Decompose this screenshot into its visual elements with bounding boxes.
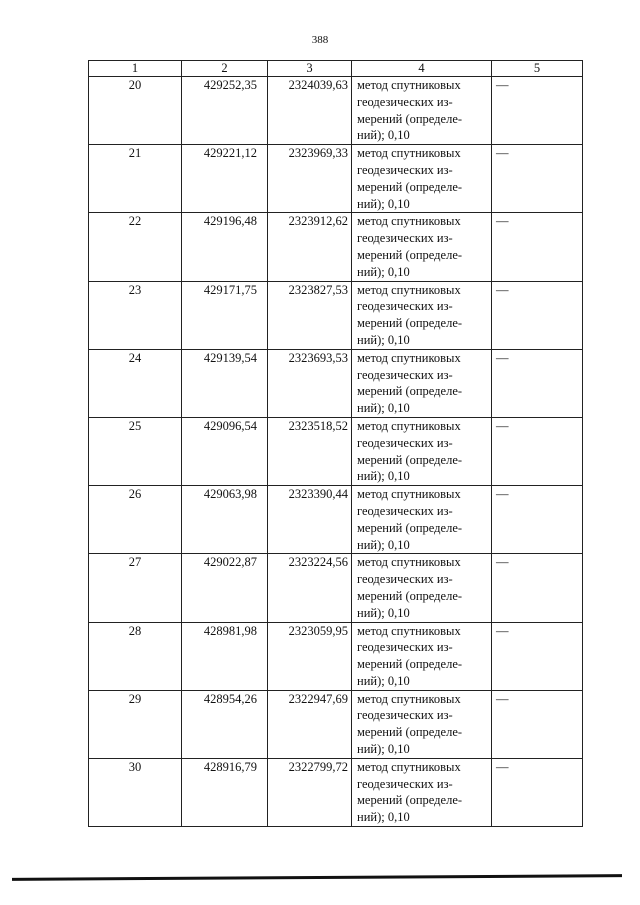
note-cell: — [492, 145, 583, 213]
point-number-cell: 22 [89, 213, 182, 281]
note-cell: — [492, 213, 583, 281]
table-header-row [89, 61, 583, 77]
y-coordinate-cell: 2323224,56 [268, 554, 352, 622]
point-number-cell: 28 [89, 622, 182, 690]
point-number-cell: 23 [89, 281, 182, 349]
note-cell: — [492, 622, 583, 690]
coordinates-table [88, 60, 583, 827]
table-row [89, 417, 583, 485]
note-cell: — [492, 758, 583, 826]
table-row [89, 281, 583, 349]
table-row [89, 145, 583, 213]
point-number-cell: 25 [89, 417, 182, 485]
x-coordinate-cell: 428981,98 [182, 622, 268, 690]
method-cell: метод спутниковых геодезических из-мерений (определе-ний); 0,10 [352, 349, 492, 417]
y-coordinate-cell: 2323390,44 [268, 486, 352, 554]
column-header-5: 5 [492, 61, 583, 77]
method-cell: метод спутниковых геодезических из-мерений (определе-ний); 0,10 [352, 417, 492, 485]
point-number-cell: 24 [89, 349, 182, 417]
x-coordinate-cell: 429171,75 [182, 281, 268, 349]
method-cell: метод спутниковых геодезических из-мерений (определе-ний); 0,10 [352, 281, 492, 349]
table-row [89, 690, 583, 758]
method-cell: метод спутниковых геодезических из-мерений (определе-ний); 0,10 [352, 77, 492, 145]
method-cell: метод спутниковых геодезических из-мерений (определе-ний); 0,10 [352, 690, 492, 758]
y-coordinate-cell: 2323827,53 [268, 281, 352, 349]
table-row [89, 213, 583, 281]
y-coordinate-cell: 2323059,95 [268, 622, 352, 690]
note-cell: — [492, 77, 583, 145]
note-cell: — [492, 486, 583, 554]
y-coordinate-cell: 2323912,62 [268, 213, 352, 281]
scan-edge-line [12, 874, 622, 881]
x-coordinate-cell: 429252,35 [182, 77, 268, 145]
table-row [89, 77, 583, 145]
table-row [89, 622, 583, 690]
page-number: 388 [311, 34, 329, 46]
x-coordinate-cell: 429096,54 [182, 417, 268, 485]
y-coordinate-cell: 2322947,69 [268, 690, 352, 758]
x-coordinate-cell: 429139,54 [182, 349, 268, 417]
column-header-3: 3 [268, 61, 352, 77]
note-cell: — [492, 554, 583, 622]
note-cell: — [492, 417, 583, 485]
table-row [89, 554, 583, 622]
x-coordinate-cell: 429196,48 [182, 213, 268, 281]
column-header-1: 1 [89, 61, 182, 77]
method-cell: метод спутниковых геодезических из-мерений (определе-ний); 0,10 [352, 758, 492, 826]
note-cell: — [492, 349, 583, 417]
point-number-cell: 29 [89, 690, 182, 758]
point-number-cell: 26 [89, 486, 182, 554]
method-cell: метод спутниковых геодезических из-мерений (определе-ний); 0,10 [352, 622, 492, 690]
note-cell: — [492, 281, 583, 349]
column-header-4: 4 [352, 61, 492, 77]
y-coordinate-cell: 2323969,33 [268, 145, 352, 213]
x-coordinate-cell: 428916,79 [182, 758, 268, 826]
column-header-2: 2 [182, 61, 268, 77]
method-cell: метод спутниковых геодезических из-мерений (определе-ний); 0,10 [352, 213, 492, 281]
y-coordinate-cell: 2323518,52 [268, 417, 352, 485]
x-coordinate-cell: 429022,87 [182, 554, 268, 622]
table-row [89, 486, 583, 554]
point-number-cell: 20 [89, 77, 182, 145]
table-row [89, 758, 583, 826]
method-cell: метод спутниковых геодезических из-мерений (определе-ний); 0,10 [352, 486, 492, 554]
x-coordinate-cell: 428954,26 [182, 690, 268, 758]
table-row [89, 349, 583, 417]
x-coordinate-cell: 429063,98 [182, 486, 268, 554]
note-cell: — [492, 690, 583, 758]
method-cell: метод спутниковых геодезических из-мерений (определе-ний); 0,10 [352, 554, 492, 622]
method-cell: метод спутниковых геодезических из-мерений (определе-ний); 0,10 [352, 145, 492, 213]
point-number-cell: 21 [89, 145, 182, 213]
point-number-cell: 30 [89, 758, 182, 826]
y-coordinate-cell: 2324039,63 [268, 77, 352, 145]
y-coordinate-cell: 2323693,53 [268, 349, 352, 417]
y-coordinate-cell: 2322799,72 [268, 758, 352, 826]
x-coordinate-cell: 429221,12 [182, 145, 268, 213]
point-number-cell: 27 [89, 554, 182, 622]
